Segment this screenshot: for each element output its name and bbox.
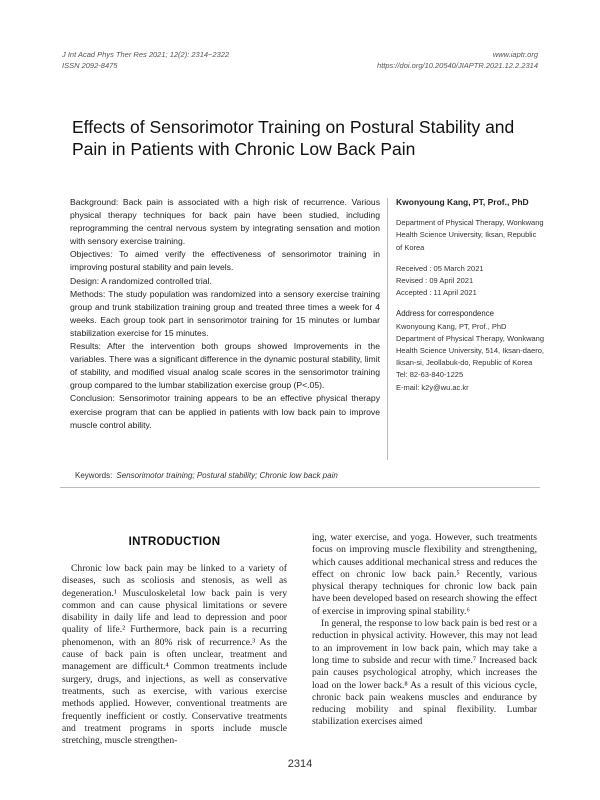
keywords [75, 471, 338, 480]
revised-date: Revised : 09 April 2021 [396, 276, 474, 286]
background-label: Background: [70, 197, 119, 207]
correspondence [396, 308, 544, 393]
author-name: Kwonyoung Kang, PT, Prof., PhD [396, 197, 529, 207]
correspondence-address: Department of Physical Therapy, Wonkwang Health Science University, 514, Iksan-daero, Iksan-si, Jeollabuk-do, Republic of Korea [396, 333, 544, 368]
article-dates [396, 263, 544, 300]
methods-label: Methods: [70, 288, 106, 299]
methods-text: The study population was randomized into a sensory exercise training group and trunk stabilization training group and treated three times a week for 4 weeks. Each group took part in sensorimotor training for 15 minutes or lumbar stabilization exercise for 15 minutes. [70, 288, 380, 338]
body-column-left [62, 563, 287, 747]
journal-citation [62, 49, 229, 71]
intro-paragraph: In general, the response to low back pain is bed rest or a reduction in physical activity. However, this may not lead to an improvement in low back pain, which may take a long time to subside and recur with time.⁷ Increased back pain causes psychological atrophy, which increases the load on the lower back.⁸ As a result of this vicious cycle, chronic back pain weakens muscles and endurance by reducing mobility and spinal flexibility. Lumbar stabilization exercises aimed [312, 618, 537, 728]
website-link[interactable]: www.iaptr.org [492, 50, 538, 59]
conclusion-label: Conclusion: [70, 393, 115, 404]
page-number: 2314 [287, 758, 313, 770]
introduction-heading: INTRODUCTION [128, 536, 221, 548]
keywords-text: Sensorimotor training; Postural stability; Chronic low back pain [116, 471, 338, 480]
author-sidebar [396, 196, 544, 394]
correspondence-email[interactable]: E-mail: k2y@wu.ac.kr [396, 382, 469, 392]
objectives-text: To aimed verify the effectiveness of sensorimotor training in improving postural stability and pain levels. [70, 249, 380, 273]
body-column-right [312, 532, 537, 729]
correspondence-name: Kwonyoung Kang, PT, Prof., PhD [396, 321, 507, 331]
keywords-rule [60, 487, 540, 488]
objectives-label: Objectives: [70, 249, 113, 260]
keywords-label: Keywords: [75, 471, 113, 480]
title-line-1: Effects of Sensorimotor Training on Postural Stability and [72, 117, 515, 137]
abstract-methods [70, 288, 380, 340]
doi-link[interactable]: https://doi.org/10.20540/JIAPTR.2021.12.2.2314 [377, 61, 538, 70]
abstract-results [70, 340, 380, 392]
abstract-design [70, 275, 380, 288]
column-divider [387, 198, 388, 460]
results-label: Results: [70, 341, 102, 352]
accepted-date: Accepted : 11 April 2021 [396, 288, 477, 298]
journal-links [377, 49, 538, 71]
author-affiliation: Department of Physical Therapy, Wonkwang Health Science University, Iksan, Republic of Korea [396, 218, 544, 252]
article-title [72, 116, 542, 160]
correspondence-tel: Tel: 82-63-840-1225 [396, 370, 464, 380]
abstract-conclusion [70, 392, 380, 431]
received-date: Received : 05 March 2021 [396, 263, 484, 273]
design-label: Design: [70, 275, 100, 286]
conclusion-text: Sensorimotor training appears to be an effective physical therapy exercise program that can be applied in patients with low back pain to improve muscle control ability. [70, 393, 381, 430]
title-line-2: Pain in Patients with Chronic Low Back Pain [72, 139, 416, 159]
correspondence-heading: Address for correspondence [396, 309, 494, 319]
intro-paragraph: Chronic low back pain may be linked to a variety of diseases, such as scoliosis and stenosis, as well as degeneration.¹ Musculoskeletal low back pain is very common and can cause physical limitations or severe disability in daily life and lead to depression and poor quality of life.² Furthermore, back pain is a recurring phenomenon, with an 80% risk of recurrence.³ As the cause of back pain is often unclear, treatment and management are difficult.⁴ Common treatments include surgery, drugs, and injections, as well as conservative treatments, such as exercise, with various exercise methods applied. However, conventional treatments are frequently inefficient or costly. Conservative treatments and treatment programs in sports include muscle stretching, muscle strengthen- [62, 563, 287, 747]
citation-line: J Int Acad Phys Ther Res 2021; 12(2): 2314~2322 [62, 50, 230, 59]
abstract-background [70, 196, 380, 248]
abstract [70, 196, 380, 432]
results-text: After the intervention both groups showed Improvements in the variables. There was a significant difference in the dynamic postural stability, limit of stability, and modified visual analog scale scores in the sensorimotor training group compared to the lumbar stabilization exercise group (P<.05). [70, 341, 380, 391]
abstract-objectives [70, 248, 380, 274]
intro-paragraph: ing, water exercise, and yoga. However, such treatments focus on improving muscle flexibility and strengthening, which causes additional mechanical stress and reduces the effect on chronic low back pain.⁵ Recently, various physical therapy techniques for chronic low back pain have been developed based on research showing the effect of exercise in improving spinal stability.⁶ [312, 532, 537, 617]
issn-line: ISSN 2092-8475 [62, 61, 118, 70]
background-text: Back pain is associated with a high risk of recurrence. Various physical therapy techniques for back pain have been studied, including reprogramming the central nervous system by integrating sensation and motion with sensory exercise training. [70, 197, 381, 247]
design-text: A randomized controlled trial. [101, 275, 212, 286]
